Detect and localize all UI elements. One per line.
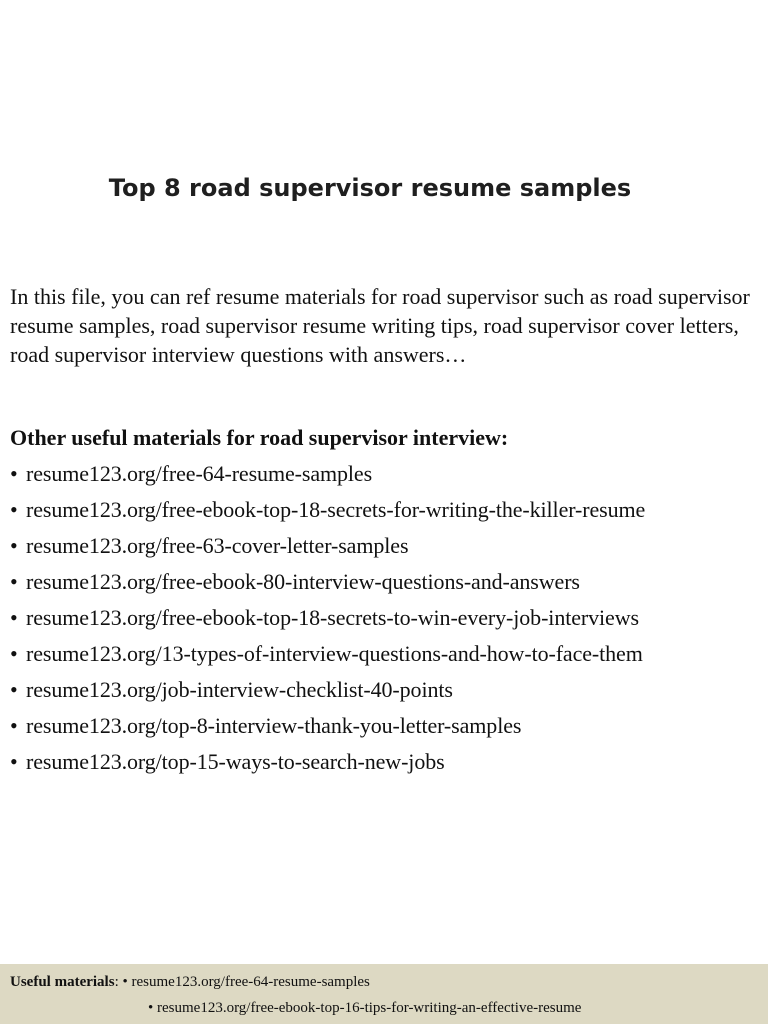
materials-link-list xyxy=(10,459,762,783)
footer-bullet: • xyxy=(148,1000,154,1016)
bullet: • xyxy=(10,749,18,774)
material-link[interactable]: resume123.org/job-interview-checklist-40-points xyxy=(26,677,453,702)
list-item xyxy=(10,495,762,531)
list-item xyxy=(10,459,762,495)
material-link[interactable]: resume123.org/free-ebook-80-interview-questions-and-answers xyxy=(26,569,580,594)
footer-bullet: • xyxy=(122,974,128,990)
list-item xyxy=(10,639,762,675)
list-item xyxy=(10,675,762,711)
footer-row xyxy=(148,996,581,1020)
bullet: • xyxy=(10,497,18,522)
bullet: • xyxy=(10,569,18,594)
bullet: • xyxy=(10,605,18,630)
bullet: • xyxy=(10,641,18,666)
material-link[interactable]: resume123.org/top-8-interview-thank-you-letter-samples xyxy=(26,713,522,738)
list-item xyxy=(10,711,762,747)
intro-paragraph: In this file, you can ref resume materials for road supervisor such as road supervisor resume samples, road supervisor resume writing tips, road supervisor cover letters, road supervisor interview questions with answers… xyxy=(10,284,750,367)
page-title: Top 8 road supervisor resume samples xyxy=(108,174,632,202)
list-item xyxy=(10,747,762,783)
bullet: • xyxy=(10,713,18,738)
list-item xyxy=(10,531,762,567)
footer-bar xyxy=(0,964,768,1024)
material-link[interactable]: resume123.org/13-types-of-interview-questions-and-how-to-face-them xyxy=(26,641,643,666)
footer-label: Useful materials xyxy=(10,974,115,990)
bullet: • xyxy=(10,533,18,558)
materials-heading: Other useful materials for road supervisor interview: xyxy=(10,425,509,450)
footer-link[interactable]: resume123.org/free-ebook-top-16-tips-for-writing-an-effective-resume xyxy=(157,1000,582,1016)
material-link[interactable]: resume123.org/free-63-cover-letter-samples xyxy=(26,533,409,558)
material-link[interactable]: resume123.org/free-ebook-top-18-secrets-to-win-every-job-interviews xyxy=(26,605,639,630)
footer-row xyxy=(10,970,370,994)
list-item xyxy=(10,603,762,639)
footer-link[interactable]: resume123.org/free-64-resume-samples xyxy=(131,974,370,990)
material-link[interactable]: resume123.org/top-15-ways-to-search-new-jobs xyxy=(26,749,445,774)
material-link[interactable]: resume123.org/free-ebook-top-18-secrets-for-writing-the-killer-resume xyxy=(26,497,646,522)
list-item xyxy=(10,567,762,603)
footer-separator: : xyxy=(114,974,119,990)
material-link[interactable]: resume123.org/free-64-resume-samples xyxy=(26,461,373,486)
bullet: • xyxy=(10,677,18,702)
bullet: • xyxy=(10,461,18,486)
